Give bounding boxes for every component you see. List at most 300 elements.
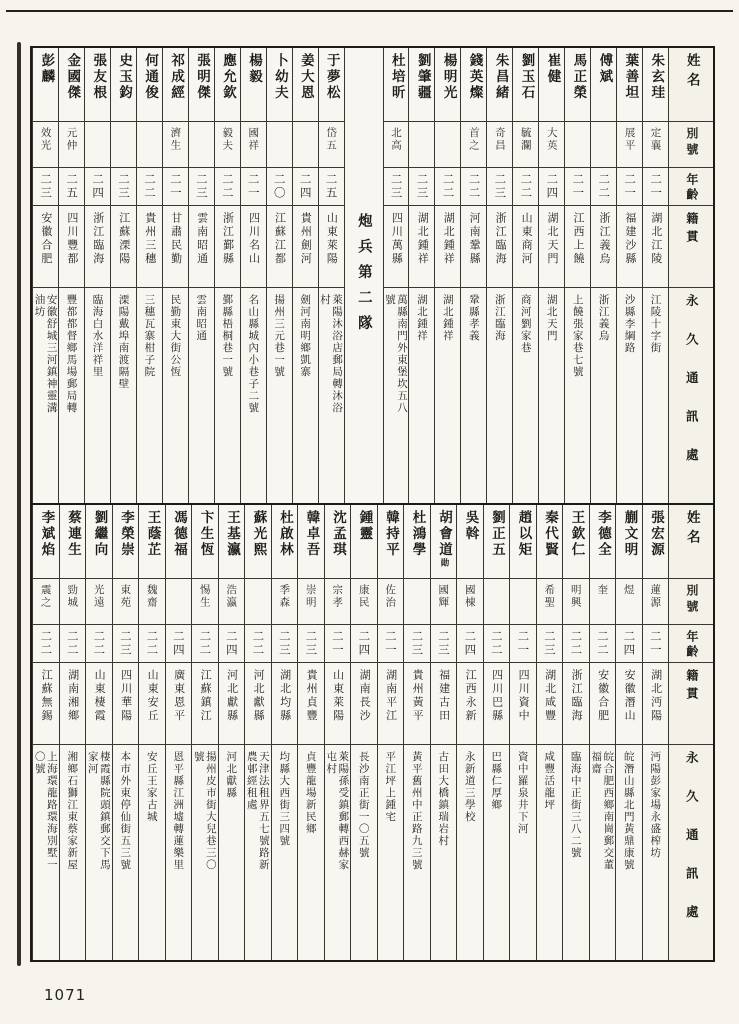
entry-address-text [517,751,529,835]
cell-address [241,288,266,503]
entry-age-text [649,630,662,657]
entry-age-text [145,630,158,657]
entry-origin: 福建沙縣 [623,212,637,266]
entry-origin-text [390,212,403,266]
person-column [85,505,112,960]
entry-name-text [492,53,508,101]
entry-address-text [325,751,349,879]
entry-origin-text [331,669,344,723]
entry-age: 二四 [622,630,637,657]
cell-age [59,168,84,206]
entry-origin-text [198,669,211,723]
cell-age [404,625,430,663]
entry-address: 萊陽沐浴店郵局轉沐浴村 [319,294,344,414]
entry-age-text [516,630,529,657]
cell-age [537,625,563,663]
scan-left-streak [17,42,21,966]
entry-age-text [91,173,104,200]
entry-name: 劉肇疆 [414,53,431,101]
entry-alias: 大英 [545,127,558,152]
entry-address-text [649,751,661,859]
entry-origin: 浙江義烏 [597,212,611,266]
entry-alias: 定襄 [649,127,662,152]
cell-alias [351,579,377,625]
entry-name: 錢英燦 [466,53,483,101]
header-cell-name [669,505,713,579]
entry-name-text [329,510,345,558]
entry-origin: 四川名山 [247,212,261,266]
cell-origin [241,206,266,288]
cell-address [431,745,457,960]
entry-name-text [245,53,261,85]
entry-origin-text [278,669,291,723]
entry-age: 二一 [571,173,586,200]
entry-name: 卞生恆 [197,510,214,558]
entry-age: 二二 [65,630,80,657]
cell-alias [590,579,616,625]
cell-age [431,625,457,663]
cell-name [111,48,136,122]
entry-alias-text [390,127,402,152]
entry-alias: 首之 [467,127,480,152]
entry-name-text [170,510,186,558]
person-column [509,505,536,960]
cell-name [537,505,563,579]
entry-name-text [541,510,557,558]
person-column [244,505,271,960]
entry-age: 二〇 [272,173,287,200]
entry-origin: 河南鞏縣 [468,212,482,266]
entry-name: 王欽仁 [568,510,585,558]
cell-address [591,288,616,503]
header-origin-label: 籍貫 [684,212,699,248]
cell-address [563,745,589,960]
cell-origin [461,206,486,288]
cell-name [219,505,245,579]
entry-name-text [64,53,80,101]
entry-name-text [518,53,534,101]
cell-age [378,625,404,663]
entry-origin: 湖北均縣 [278,669,292,723]
entry-origin: 貴州三穗 [143,212,157,266]
cell-name [461,48,486,122]
person-column [188,48,214,503]
person-column [377,505,404,960]
entry-name: 朱昌緒 [492,53,509,101]
entry-age-text [597,173,610,200]
person-column [538,48,564,503]
entry-address-text [384,294,408,422]
entry-alias-text [169,127,181,152]
entry-name: 張明傑 [194,53,211,101]
entry-age-text [143,173,156,200]
cell-age [267,168,292,206]
entry-age-text [490,630,503,657]
cell-age [219,625,245,663]
entry-address-text [146,751,158,823]
entry-name-text [647,510,663,558]
entry-name-text [117,510,133,558]
header-age-label: 年齡 [684,173,699,203]
cell-alias [245,579,271,625]
entry-origin: 貴州貞豐 [305,669,319,723]
cell-alias [85,122,110,168]
entry-origin: 山東商河 [520,212,534,266]
person-column [59,505,86,960]
entry-address: 臨海中正街三八二號 [569,751,582,859]
entry-origin-text [597,212,610,266]
cell-origin [113,663,139,745]
entry-age-text [569,630,582,657]
entry-age: 二二 [597,173,612,200]
person-column [297,505,324,960]
entry-address-text [358,751,370,859]
entry-alias: 震之 [39,584,52,609]
entry-age: 二四 [91,173,106,200]
person-column [266,48,292,503]
entry-name-text [382,510,398,558]
cell-alias [59,122,84,168]
person-column [483,505,510,960]
cell-age [241,168,266,206]
entry-name-text [90,53,106,101]
header-name-label: 姓名 [683,510,700,549]
cell-name [484,505,510,579]
entry-name: 楊明光 [440,53,457,101]
cell-alias [215,122,240,168]
header-alias-label: 別號 [684,127,699,159]
entry-name-text [116,53,132,101]
cell-origin [457,663,483,745]
cell-origin [487,206,512,288]
entry-address: 平江坪上鍾宅 [384,751,397,823]
entry-origin-text [304,669,317,723]
entry-origin-text [543,669,556,723]
entry-origin-text [221,212,234,266]
entry-address: 安丘王家古城 [145,751,158,823]
cell-origin [215,206,240,288]
entry-address: 天津法租界五七號路新農邨經租處 [245,751,270,871]
entry-address: 巴縣仁厚鄉 [490,751,503,811]
cell-age [33,168,58,206]
entry-name: 蒯文明 [621,510,638,558]
cell-alias [457,579,483,625]
cell-name [293,48,318,122]
cell-origin [33,206,58,288]
entry-name: 胡會道 [436,510,452,558]
entry-age: 二五 [65,173,80,200]
cell-origin [510,663,536,745]
cell-origin [219,663,245,745]
entry-alias: 奇昌 [493,127,506,152]
cell-alias [513,122,538,168]
entry-age-text [39,630,52,657]
entry-address: 江陵十字街 [649,294,662,354]
entry-origin-text [247,212,260,266]
entry-age: 二三 [118,630,133,657]
cell-origin [189,206,214,288]
entry-address: 鞏縣孝義 [467,294,480,342]
cell-alias [293,122,318,168]
entry-address-text [319,294,343,422]
entry-alias: 效光 [39,127,52,152]
cell-age [319,168,344,206]
entry-alias-text [546,127,558,152]
entry-address-text [570,751,582,859]
entry-origin: 江蘇鎮江 [199,669,213,723]
entry-origin-text [273,212,286,266]
page-number: 1071 [44,986,87,1004]
entry-age-text [415,173,428,200]
entry-name-text [568,510,584,558]
entry-name-text [38,53,54,85]
entry-age: 二三 [493,173,508,200]
cell-address [267,288,292,503]
cell-age [215,168,240,206]
cell-name [643,48,668,122]
entry-address-text [273,294,285,378]
cell-address [351,745,377,960]
entry-alias-text [384,584,396,609]
cell-name [192,505,218,579]
entry-name: 何通俊 [142,53,159,101]
entry-address-text [543,751,555,811]
entry-address-text [411,751,423,871]
entry-origin: 湖北天門 [546,212,560,266]
entry-age-text [221,173,234,200]
cell-origin [137,206,162,288]
entry-origin-text [169,212,182,266]
cell-origin [272,663,298,745]
cell-name [591,48,616,122]
entry-age: 二三 [436,630,451,657]
entry-origin: 河北獻縣 [225,669,239,723]
entry-alias-text [358,584,370,609]
entry-origin: 四川資中 [517,669,531,723]
entry-name-text [409,510,425,558]
entry-age: 二二 [467,173,482,200]
header-name-label: 姓名 [683,53,700,92]
person-column [403,505,430,960]
cell-age [111,168,136,206]
entry-age-text [298,173,311,200]
cell-address [293,288,318,503]
entry-age: 二一 [168,173,183,200]
entry-age-text [493,173,506,200]
entry-origin-text [143,212,156,266]
entry-age-text [273,173,286,200]
person-column [136,48,162,503]
entry-name-text [297,53,313,101]
cell-origin [643,206,668,288]
cell-age [245,625,271,663]
cell-origin [431,663,457,745]
entry-name-note: 勛 [439,558,449,567]
cell-age [643,625,669,663]
entry-origin-text [569,669,582,723]
unit-divider-column [344,48,383,503]
cell-alias [461,122,486,168]
cell-age [590,625,616,663]
entry-alias-text [649,584,661,609]
entry-alias: 展平 [623,127,636,152]
entry-name-text [488,510,504,558]
cell-origin [563,663,589,745]
entry-address: 萬縣南門外東堡坎五八號 [383,294,409,414]
cell-alias [404,579,430,625]
entry-name: 韓卓吾 [303,510,320,558]
entry-age: 二二 [39,630,54,657]
person-column [589,505,616,960]
cell-alias [137,122,162,168]
entry-age-text [172,630,185,657]
cell-address [510,745,536,960]
entry-name: 杜培昕 [388,53,405,101]
entry-address: 黃平舊州中正路九三號 [410,751,423,871]
cell-address [539,288,564,503]
cell-alias [219,579,245,625]
entry-address-text [299,294,311,378]
person-column [456,505,483,960]
entry-age-text [357,630,370,657]
entry-age: 二三 [415,173,430,200]
cell-age [86,625,112,663]
header-alias-label: 別號 [684,584,699,616]
cell-address [137,288,162,503]
cell-alias [537,579,563,625]
cell-name [272,505,298,579]
entry-address: 永新道三學校 [463,751,476,823]
entry-name-text [435,510,451,567]
entry-age-text [247,173,260,200]
cell-name [33,48,58,122]
entry-age: 二三 [304,630,319,657]
cell-alias [384,122,409,168]
entry-address-text [590,751,614,879]
cell-origin [139,663,165,745]
entry-address: 沙縣李綱路 [623,294,636,354]
cell-origin [293,206,318,288]
entry-name-text [168,53,184,101]
cell-address [537,745,563,960]
cell-name [643,505,669,579]
entry-address: 雲南昭通 [195,294,208,342]
entry-address-text [119,751,131,871]
entry-address-text [246,751,270,879]
entry-alias-text [596,584,608,597]
cell-age [591,168,616,206]
entry-age: 二二 [519,173,534,200]
cell-alias [166,579,192,625]
entry-age-text [225,630,238,657]
cell-alias [643,122,668,168]
entry-alias-text [119,584,131,609]
entry-alias-text [325,127,337,152]
entry-name-text [250,510,266,558]
entry-alias-text [543,584,555,609]
cell-age [384,168,409,206]
entry-address: 咸豐活龍坪 [543,751,556,811]
entry-address: 豐都都督鄉馬場郵局轉 [65,294,78,414]
person-column [318,48,344,503]
entry-name: 劉繼向 [91,510,108,558]
cell-origin [590,663,616,745]
entry-origin-text [117,212,130,266]
entry-name-text [303,510,319,558]
entry-alias: 崇明 [304,584,317,609]
entry-age: 二二 [145,630,160,657]
cell-alias [325,579,351,625]
cell-name [487,48,512,122]
entry-origin-text [519,212,532,266]
entry-age-text [39,173,52,200]
entry-alias: 勁城 [66,584,79,609]
cell-origin [378,663,404,745]
cell-origin [616,663,642,745]
entry-origin: 江蘇江都 [273,212,287,266]
cell-alias [563,579,589,625]
cell-age [325,625,351,663]
entry-alias-text [649,127,661,152]
entry-name: 張友根 [90,53,107,101]
person-column [408,48,434,503]
entry-address-text [572,294,584,378]
entry-origin-text [119,669,132,723]
cell-address [192,745,218,960]
entry-name-text [276,510,292,558]
cell-name [457,505,483,579]
cell-age [487,168,512,206]
entry-alias-text [623,584,635,597]
entry-address: 上海環龍路環海別墅一〇號 [33,751,58,871]
cell-alias [431,579,457,625]
cell-origin [85,206,110,288]
cell-alias [113,579,139,625]
cell-name [298,505,324,579]
cell-origin [267,206,292,288]
cell-alias [378,579,404,625]
entry-address-text [278,751,290,847]
cell-name [245,505,271,579]
entry-age: 二四 [298,173,313,200]
cell-address [616,745,642,960]
entry-address: 三穗瓦寨柑子院 [143,294,156,378]
entry-name-text [219,53,235,101]
entry-origin-text [490,669,503,723]
cell-name [616,505,642,579]
person-column [590,48,616,503]
entry-origin: 湖北鍾祥 [442,212,456,266]
cell-origin [404,663,430,745]
entry-origin: 安徽合肥 [596,669,610,723]
entry-address: 皖潛山縣北門黃鼎康號 [622,751,635,871]
cell-origin [245,663,271,745]
entry-age: 二四 [224,630,239,657]
person-column [162,48,188,503]
entry-alias: 魏齋 [145,584,158,609]
entry-address: 溧陽戴埠南渡隔壁 [117,294,130,390]
person-column [165,505,192,960]
entry-origin-text [39,212,52,266]
entry-age: 二二 [569,630,584,657]
cell-address [319,288,344,503]
entry-age-text [389,173,402,200]
entry-origin-text [516,669,529,723]
cell-age [435,168,460,206]
entry-origin: 貴州劍河 [299,212,313,266]
entry-address: 湖北鍾祥 [441,294,454,342]
entry-origin: 江西上饒 [571,212,585,266]
